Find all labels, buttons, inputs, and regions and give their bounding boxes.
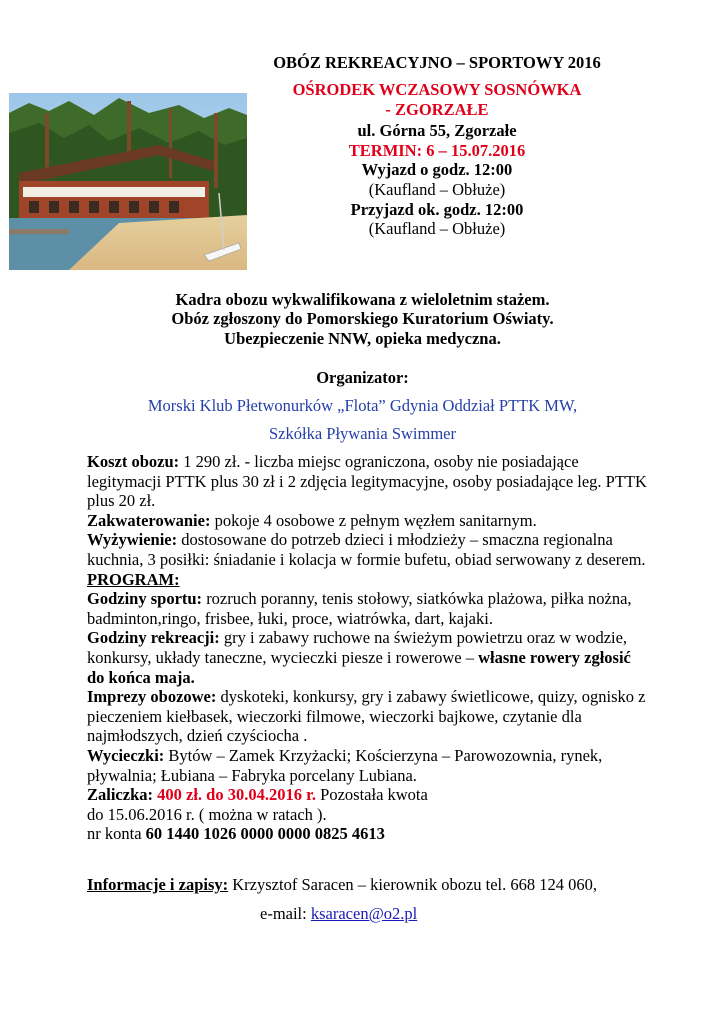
contact-paragraph [87, 875, 647, 895]
events-label: Imprezy obozowe: [87, 687, 217, 707]
arrival-place: (Kaufland – Obłuże) [368, 219, 506, 238]
camp-term: TERMIN: 6 – 15.07.2016 [348, 141, 526, 160]
deposit-amount: 400 zł. do 30.04.2016 r. [153, 785, 317, 805]
accommodation-label: Zakwaterowanie: [87, 510, 211, 530]
details-section [87, 452, 647, 844]
departure-time: Wyjazd o godz. 12:00 [361, 160, 513, 179]
events-paragraph [87, 687, 647, 746]
info-insurance: Ubezpieczenie NNW, opieka medyczna. [224, 329, 501, 348]
trips-text: Bytów – Zamek Krzyżacki; Kościerzyna – Parowozownia, rynek, pływalnia; Łubiana – Fabryka porcelany Lubiana. [87, 745, 603, 785]
resort-address: ul. Górna 55, Zgorzałe [357, 121, 517, 140]
email-label: e-mail: [260, 904, 311, 923]
account-label: nr konta [87, 824, 146, 844]
deposit-paragraph [87, 785, 647, 805]
program-heading: PROGRAM: [87, 569, 180, 589]
recreation-bikes-note: własne rowery zgłosić do końca maja. [87, 647, 631, 687]
cost-text: 1 290 zł. - liczba miejsc ograniczona, osoby nie posiadające legitymacji PTTK plus 30 zł i 2 zdjęcia legitymacyjne, osoby posiadające leg. PTTK plus 20 zł. [87, 452, 647, 511]
trips-paragraph [87, 746, 647, 785]
deposit-due: do 15.06.2016 r. ( można w ratach ). [87, 804, 327, 824]
email-line [260, 904, 560, 924]
recreation-paragraph [87, 628, 647, 687]
camp-title: OBÓZ REKREACYJNO – SPORTOWY 2016 [273, 53, 601, 72]
trips-label: Wycieczki: [87, 745, 165, 765]
email-link[interactable]: ksaracen@o2.pl [310, 904, 418, 923]
organizer-label: Organizator: [316, 368, 409, 387]
sport-paragraph [87, 589, 647, 628]
food-paragraph [87, 530, 647, 569]
cost-label: Koszt obozu: [87, 452, 180, 471]
contact-label: Informacje i zapisy: [87, 875, 229, 894]
organizer-club: Morski Klub Płetwonurków „Flota” Gdynia Oddział PTTK MW, [147, 396, 578, 415]
deposit-label: Zaliczka: [87, 785, 153, 805]
resort-name: OŚRODEK WCZASOWY SOSNÓWKA [292, 80, 582, 99]
accommodation-text: pokoje 4 osobowe z pełnym węzłem sanitarnym. [210, 510, 537, 530]
cost-paragraph [87, 452, 647, 511]
resort-location: - ZGORZAŁE [385, 100, 489, 119]
organizer-school: Szkółka Pływania Swimmer [269, 424, 456, 443]
account-number: 60 1440 1026 0000 0000 0825 4613 [145, 824, 385, 844]
sport-text: rozruch poranny, tenis stołowy, siatkówka plażowa, piłka nożna, badminton,ringo, frisbee, łuki, proce, wiatrówka, dart, kajaki. [87, 589, 632, 628]
account-paragraph [87, 824, 647, 844]
departure-place: (Kaufland – Obłuże) [368, 180, 506, 199]
contact-text: Krzysztof Saracen – kierownik obozu tel. 668 124 060, [228, 875, 598, 894]
food-label: Wyżywienie: [87, 530, 178, 550]
info-curatorium: Obóz zgłoszony do Pomorskiego Kuratorium Oświaty. [171, 309, 554, 328]
events-text: dyskoteki, konkursy, gry i zabawy świetlicowe, quizy, ognisko z pieczeniem kiełbasek, wieczorki filmowe, wieczorki bajkowe, czytanie dla najmłodszych, dzień czyściocha . [87, 687, 646, 746]
resort-photo [9, 93, 247, 270]
sport-label: Godziny sportu: [87, 589, 203, 609]
food-text: dostosowane do potrzeb dzieci i młodzieży – smaczna regionalna kuchnia, 3 posiłki: śniadanie i kolacja w formie bufetu, obiad serwowany z deserem. [87, 530, 646, 569]
deposit-remainder: Pozostała kwota [316, 785, 428, 805]
recreation-text: gry i zabawy ruchowe na świeżym powietrzu oraz w wodzie, konkursy, układy taneczne, wycieczki piesze i rowerowe – [87, 628, 628, 667]
arrival-time: Przyjazd ok. godz. 12:00 [350, 200, 524, 219]
info-staff: Kadra obozu wykwalifikowana z wieloletnim stażem. [175, 290, 550, 309]
recreation-label: Godziny rekreacji: [87, 628, 220, 648]
accommodation-paragraph [87, 511, 647, 531]
